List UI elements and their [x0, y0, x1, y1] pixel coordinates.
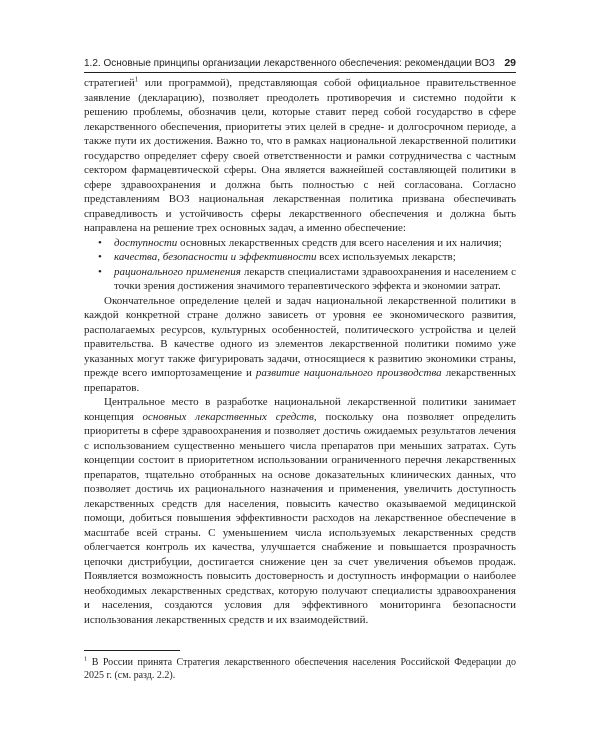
paragraph-2 — [84, 294, 516, 396]
list-item-text: основных лекарственных средств для всего населения и их наличия; — [177, 236, 502, 249]
list-item-text: лекарств специалистами здравоохранения и населением с точки зрения достижения значимого терапевтического эффекта и экономии затрат. — [114, 265, 516, 292]
list-item-emphasis: рационального применения — [114, 265, 241, 278]
paragraph-1-rest: или программой), представляющая собой официальное правительственное заявление (декларацию), позволяет преодолеть противоречия и системно подойти к решению проблемы, обозначив цели, которые ставит перед собой государство в сфере лекарственного обеспечения, приоритеты этих целей в средне- и долгосрочном периоде, а также пути их достижения. Важно то, что в рамках национальной лекарственной политики государство определяет сферу своей ответственности и рамки сотрудничества с частным сектором фармацевтической сферы. Она является важнейшей составляющей политики в сфере здравоохранения и должна быть полностью с ней согласована. Согласно представлениям ВОЗ национальная лекарственная политика призвана обеспечивать справедливость и устойчивость сферы лекарственного обеспечения и должна быть направлена на решение трех основных задач, а именно обеспечение: — [84, 77, 516, 234]
paragraph-3 — [84, 395, 516, 627]
paragraph-3-end: , поскольку она позволяет определить приоритеты в сфере здравоохранения и позволяет достичь ожидаемых результатов лечения с использованием существенно меньшего числа препаратов при меньших затратах. Суть концепции состоит в приоритетном использовании ограниченного перечня лекарственных препаратов, тщательно отобранных на основе доказательных клинических данных, что позволяет достичь их рационального назначения и применения, увеличить доступность лекарственных средств для населения, повысить качество оказываемой медицинской помощи, добиться повышения эффективности расходов на лекарственное обеспечение в масштабе всей страны. С уменьшением числа используемых лекарственных средств облегчается контроль их качества, улучшается снабжение и повышается прозрачность цепочки дистрибуции, достигается снижение цен за счет увеличения объемов продаж. Появляется возможность повысить достоверность и доступность информации о наиболее необходимых лекарственных средствах, которую получают специалисты здравоохранения и населения, создаются условия для эффективного мониторинга безопасности использования лекарственных средств и их взаимодействий. — [84, 410, 516, 626]
main-text — [84, 76, 516, 627]
task-list — [84, 236, 516, 294]
list-item-emphasis: качества, безопасности и эффективности — [114, 251, 317, 263]
paragraph-3-emphasis: основных лекарственных средств — [142, 410, 314, 423]
footnote-text: В России принята Стратегия лекарственного обеспечения населения Российской Федерации до 2025 г. (см. разд. 2.2). — [84, 657, 516, 681]
list-item — [98, 236, 516, 251]
paragraph-2-emphasis: развитие национального производства — [255, 367, 442, 379]
running-header — [84, 53, 516, 73]
footnote-reference: 1 — [134, 75, 139, 84]
paragraph-2-end: лекарственных препаратов. — [84, 367, 516, 394]
list-item-text: всех используемых лекарств; — [316, 251, 456, 263]
footnote-divider — [84, 650, 180, 651]
bullet-icon: • — [98, 251, 102, 263]
paragraph-1-start: стратегией — [84, 77, 135, 89]
paragraph-1 — [84, 76, 516, 236]
list-item — [98, 250, 516, 265]
paragraph-2-start: Окончательное определение целей и задач национальной лекарственной политики в каждой конкретной стране должно зависеть от уровня ее экономического развития, располагаемых ресурсов, культурных особенностей, политического устройства и целей правительства. В качестве одного из элементов лекарственной политики помимо уже указанных могут также фигурировать задачи, относящиеся к развитию экономики страны, прежде всего импортозамещение и — [84, 294, 516, 379]
list-item-emphasis: доступности — [114, 236, 178, 249]
page-number: 29 — [504, 57, 516, 69]
footnote-mark: 1 — [84, 655, 88, 663]
list-item — [98, 265, 516, 294]
bullet-icon: • — [98, 265, 102, 278]
running-header-title: 1.2. Основные принципы организации лекарственного обеспечения: рекомендации ВОЗ — [84, 58, 495, 69]
bullet-icon: • — [98, 236, 102, 249]
paragraph-3-start: Центральное место в разработке национальной лекарственной политики занимает концепция — [84, 396, 516, 423]
footnote — [84, 656, 516, 682]
